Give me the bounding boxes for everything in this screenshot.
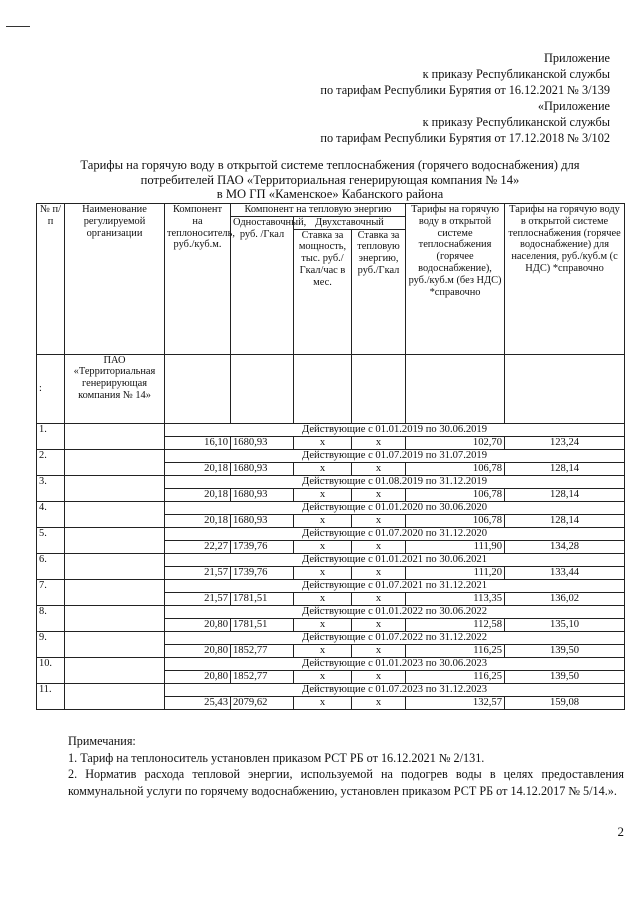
header-energy-rate: Ставка за тепловую энергию, руб./Гкал: [352, 229, 406, 354]
carrier-value: 20,80: [165, 670, 231, 683]
empty-cell: [352, 354, 406, 423]
header-line-2: к приказу Республиканской службы: [422, 67, 610, 81]
capacity-value: x: [294, 462, 352, 475]
one-rate-value: 1852,77: [231, 644, 294, 657]
tariff-vat-value: 135,10: [505, 618, 625, 631]
period-row: [37, 449, 625, 462]
header-tariff-no-vat: Тарифы на горячую воду в открытой системе теплоснабжения (горячее водоснабжение), руб./куб.м (без НДС) *справочно: [406, 204, 505, 355]
header-one-rate: Одноставочный, руб. /Гкал: [231, 216, 294, 354]
row-org-cell: [65, 501, 165, 527]
header-carrier: Компонент на теплоноситель, руб./куб.м.: [165, 204, 231, 355]
tariff-vat-value: 133,44: [505, 566, 625, 579]
period-row: [37, 527, 625, 540]
tariff-vat-value: 128,14: [505, 462, 625, 475]
capacity-value: x: [294, 514, 352, 527]
tariff-no-vat-value: 111,20: [406, 566, 505, 579]
row-org-cell: [65, 553, 165, 579]
period-label: Действующие с 01.01.2021 по 30.06.2021: [165, 553, 625, 566]
tariff-no-vat-value: 106,78: [406, 514, 505, 527]
row-number: 7.: [37, 579, 65, 605]
header-row-1: [37, 204, 625, 217]
tariff-no-vat-value: 106,78: [406, 488, 505, 501]
row-number: 4.: [37, 501, 65, 527]
one-rate-value: 1739,76: [231, 540, 294, 553]
period-row: [37, 579, 625, 592]
carrier-value: 21,57: [165, 592, 231, 605]
document-title: [60, 158, 600, 202]
header-capacity: Ставка за мощность, тыс. руб./Гкал/час в мес.: [294, 229, 352, 354]
row-number: 10.: [37, 657, 65, 683]
carrier-value: 20,80: [165, 618, 231, 631]
one-rate-value: 2079,62: [231, 696, 294, 709]
energy-rate-value: x: [352, 592, 406, 605]
header-line-1: Приложение: [544, 51, 610, 65]
row-org-cell: [65, 683, 165, 709]
empty-cell: [505, 354, 625, 423]
period-row: [37, 501, 625, 514]
row-org-cell: [65, 423, 165, 449]
tariff-no-vat-value: 116,25: [406, 644, 505, 657]
carrier-value: 25,43: [165, 696, 231, 709]
header-two-rate: Двухставочный: [294, 216, 406, 229]
capacity-value: x: [294, 670, 352, 683]
tariff-vat-value: 134,28: [505, 540, 625, 553]
tariff-no-vat-value: 132,57: [406, 696, 505, 709]
org-name: ПАО «Территориальная генерирующая компания № 14»: [65, 354, 165, 423]
carrier-value: 20,18: [165, 462, 231, 475]
row-number: 3.: [37, 475, 65, 501]
energy-rate-value: x: [352, 618, 406, 631]
period-row: [37, 631, 625, 644]
one-rate-value: 1680,93: [231, 488, 294, 501]
one-rate-value: 1781,51: [231, 592, 294, 605]
tariff-vat-value: 139,50: [505, 644, 625, 657]
period-label: Действующие с 01.08.2019 по 31.12.2019: [165, 475, 625, 488]
energy-rate-value: x: [352, 696, 406, 709]
period-label: Действующие с 01.07.2021 по 31.12.2021: [165, 579, 625, 592]
row-number: 2.: [37, 449, 65, 475]
header-line-6: по тарифам Республики Бурятия от 17.12.2018 № 3/102: [320, 131, 610, 145]
one-rate-value: 1781,51: [231, 618, 294, 631]
capacity-value: x: [294, 644, 352, 657]
tariff-vat-value: 123,24: [505, 436, 625, 449]
carrier-value: 20,80: [165, 644, 231, 657]
capacity-value: x: [294, 488, 352, 501]
period-label: Действующие с 01.01.2020 по 30.06.2020: [165, 501, 625, 514]
empty-cell: [406, 354, 505, 423]
title-line-3: в МО ГП «Каменское» Кабанского района: [216, 187, 444, 201]
corner-dash-mark: [6, 26, 30, 27]
carrier-value: 20,18: [165, 514, 231, 527]
tariff-no-vat-value: 106,78: [406, 462, 505, 475]
energy-rate-value: x: [352, 644, 406, 657]
row-number: 8.: [37, 605, 65, 631]
carrier-value: 16,10: [165, 436, 231, 449]
empty-cell: [165, 354, 231, 423]
capacity-value: x: [294, 592, 352, 605]
row-org-cell: [65, 449, 165, 475]
period-row: [37, 475, 625, 488]
notes-section: [68, 733, 624, 799]
row-number: 6.: [37, 553, 65, 579]
period-label: Действующие с 01.01.2022 по 30.06.2022: [165, 605, 625, 618]
row-org-cell: [65, 527, 165, 553]
org-row: [37, 354, 625, 423]
header-org: Наименование регулируемой организации: [65, 204, 165, 355]
tariff-vat-value: 128,14: [505, 514, 625, 527]
carrier-value: 22,27: [165, 540, 231, 553]
energy-rate-value: x: [352, 488, 406, 501]
energy-rate-value: x: [352, 670, 406, 683]
period-label: Действующие с 01.07.2022 по 31.12.2022: [165, 631, 625, 644]
page-number: 2: [617, 824, 624, 839]
row-org-cell: [65, 579, 165, 605]
tariff-no-vat-value: 116,25: [406, 670, 505, 683]
period-row: [37, 605, 625, 618]
one-rate-value: 1680,93: [231, 436, 294, 449]
energy-rate-value: x: [352, 566, 406, 579]
row-number: 1.: [37, 423, 65, 449]
row-org-cell: [65, 605, 165, 631]
carrier-value: 20,18: [165, 488, 231, 501]
period-label: Действующие с 01.07.2023 по 31.12.2023: [165, 683, 625, 696]
tariff-no-vat-value: 102,70: [406, 436, 505, 449]
period-label: Действующие с 01.01.2019 по 30.06.2019: [165, 423, 625, 436]
org-mark: :: [37, 354, 65, 423]
capacity-value: x: [294, 436, 352, 449]
energy-rate-value: x: [352, 514, 406, 527]
period-label: Действующие с 01.01.2023 по 30.06.2023: [165, 657, 625, 670]
tariff-table: [36, 203, 625, 710]
header-tariff-vat: Тарифы на горячую воду в открытой системе теплоснабжения (горячее водоснабжение) для населения, руб./куб.м (с НДС) *справочно: [505, 204, 625, 355]
header-line-5: к приказу Республиканской службы: [422, 115, 610, 129]
tariff-no-vat-value: 112,58: [406, 618, 505, 631]
empty-cell: [231, 354, 294, 423]
title-line-1: Тарифы на горячую воду в открытой системе теплоснабжения (горячего водоснабжения) для: [80, 158, 580, 172]
period-label: Действующие с 01.07.2019 по 31.07.2019: [165, 449, 625, 462]
period-row: [37, 683, 625, 696]
energy-rate-value: x: [352, 540, 406, 553]
row-org-cell: [65, 657, 165, 683]
tariff-vat-value: 136,02: [505, 592, 625, 605]
note-1: 1. Тариф на теплоноситель установлен приказом РСТ РБ от 16.12.2021 № 2/131.: [68, 750, 485, 765]
energy-rate-value: x: [352, 436, 406, 449]
capacity-value: x: [294, 540, 352, 553]
capacity-value: x: [294, 618, 352, 631]
notes-heading: Примечания:: [68, 734, 136, 748]
tariff-no-vat-value: 111,90: [406, 540, 505, 553]
period-row: [37, 423, 625, 436]
tariff-no-vat-value: 113,35: [406, 592, 505, 605]
row-org-cell: [65, 631, 165, 657]
energy-rate-value: x: [352, 462, 406, 475]
header-energy-group: Компонент на тепловую энергию: [231, 204, 406, 217]
one-rate-value: 1680,93: [231, 514, 294, 527]
period-label: Действующие с 01.07.2020 по 31.12.2020: [165, 527, 625, 540]
header-line-3: по тарифам Республики Бурятия от 16.12.2021 № 3/139: [320, 83, 610, 97]
row-org-cell: [65, 475, 165, 501]
row-number: 11.: [37, 683, 65, 709]
header-num: № п/п: [37, 204, 65, 355]
capacity-value: x: [294, 696, 352, 709]
one-rate-value: 1680,93: [231, 462, 294, 475]
row-number: 5.: [37, 527, 65, 553]
carrier-value: 21,57: [165, 566, 231, 579]
note-2: 2. Норматив расхода тепловой энергии, используемой на подогрев воды в целях предоставления коммунальной услуги по горячему водоснабжению, установлен приказом РСТ РБ от 14.12.2017 № 5/14.».: [68, 767, 624, 798]
period-row: [37, 553, 625, 566]
tariff-vat-value: 159,08: [505, 696, 625, 709]
capacity-value: x: [294, 566, 352, 579]
header-line-4: «Приложение: [537, 99, 610, 113]
tariff-vat-value: 139,50: [505, 670, 625, 683]
approval-header: [250, 50, 610, 146]
one-rate-value: 1739,76: [231, 566, 294, 579]
tariff-vat-value: 128,14: [505, 488, 625, 501]
title-line-2: потребителей ПАО «Территориальная генерирующая компания № 14»: [140, 172, 520, 187]
one-rate-value: 1852,77: [231, 670, 294, 683]
row-number: 9.: [37, 631, 65, 657]
period-row: [37, 657, 625, 670]
empty-cell: [294, 354, 352, 423]
